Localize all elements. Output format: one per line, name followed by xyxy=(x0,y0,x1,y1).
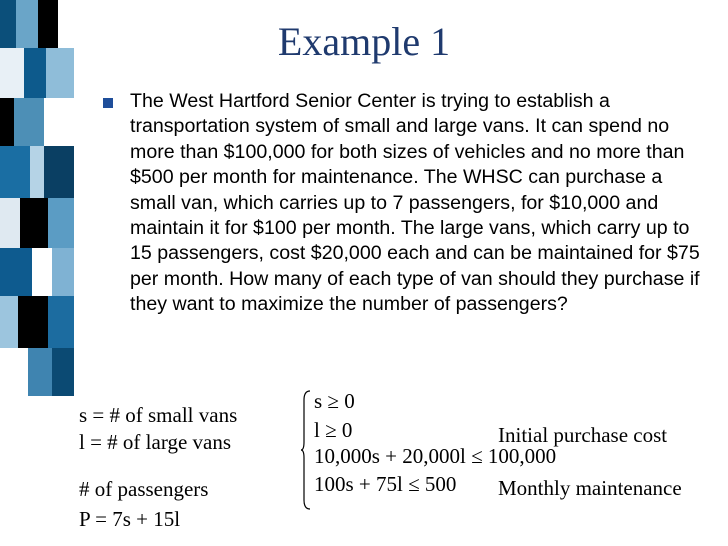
objective-equation: P = 7s + 15l xyxy=(79,507,181,531)
problem-paragraph: The West Hartford Senior Center is trying to establish a transportation system of small and large vans. It can spend no more than $100,000 for both sizes of vehicles and no more than $500 per month for maintenance. The WHSC can purchase a small van, which carries up to 7 passengers, for $10,000 and maintain it for $100 per month. The large vans, which carry up to 15 passengers, cost $20,000 each and can be maintained for $75 per month. How many of each type of van should they purchase if they want to maximize the number of passengers? xyxy=(130,90,700,316)
constraint-brace-icon xyxy=(301,390,311,510)
purchase-cost-label: Initial purchase cost xyxy=(498,423,668,447)
variable-s-definition: s = # of small vans xyxy=(79,403,238,427)
objective-label: # of passengers xyxy=(79,477,209,501)
variable-l-definition: l = # of large vans xyxy=(79,430,232,454)
slide-title: Example 1 xyxy=(277,19,451,64)
constraint-maintenance: 100s + 75l ≤ 500 xyxy=(314,472,457,496)
constraint-l-nonnegative: l ≥ 0 xyxy=(314,418,353,442)
constraint-purchase-cost: 10,000s + 20,000l ≤ 100,000 xyxy=(314,444,557,468)
maintenance-label: Monthly maintenance xyxy=(498,476,682,500)
constraint-s-nonnegative: s ≥ 0 xyxy=(314,389,355,413)
decorative-color-strip xyxy=(0,0,74,546)
bullet-square-icon xyxy=(103,98,113,108)
